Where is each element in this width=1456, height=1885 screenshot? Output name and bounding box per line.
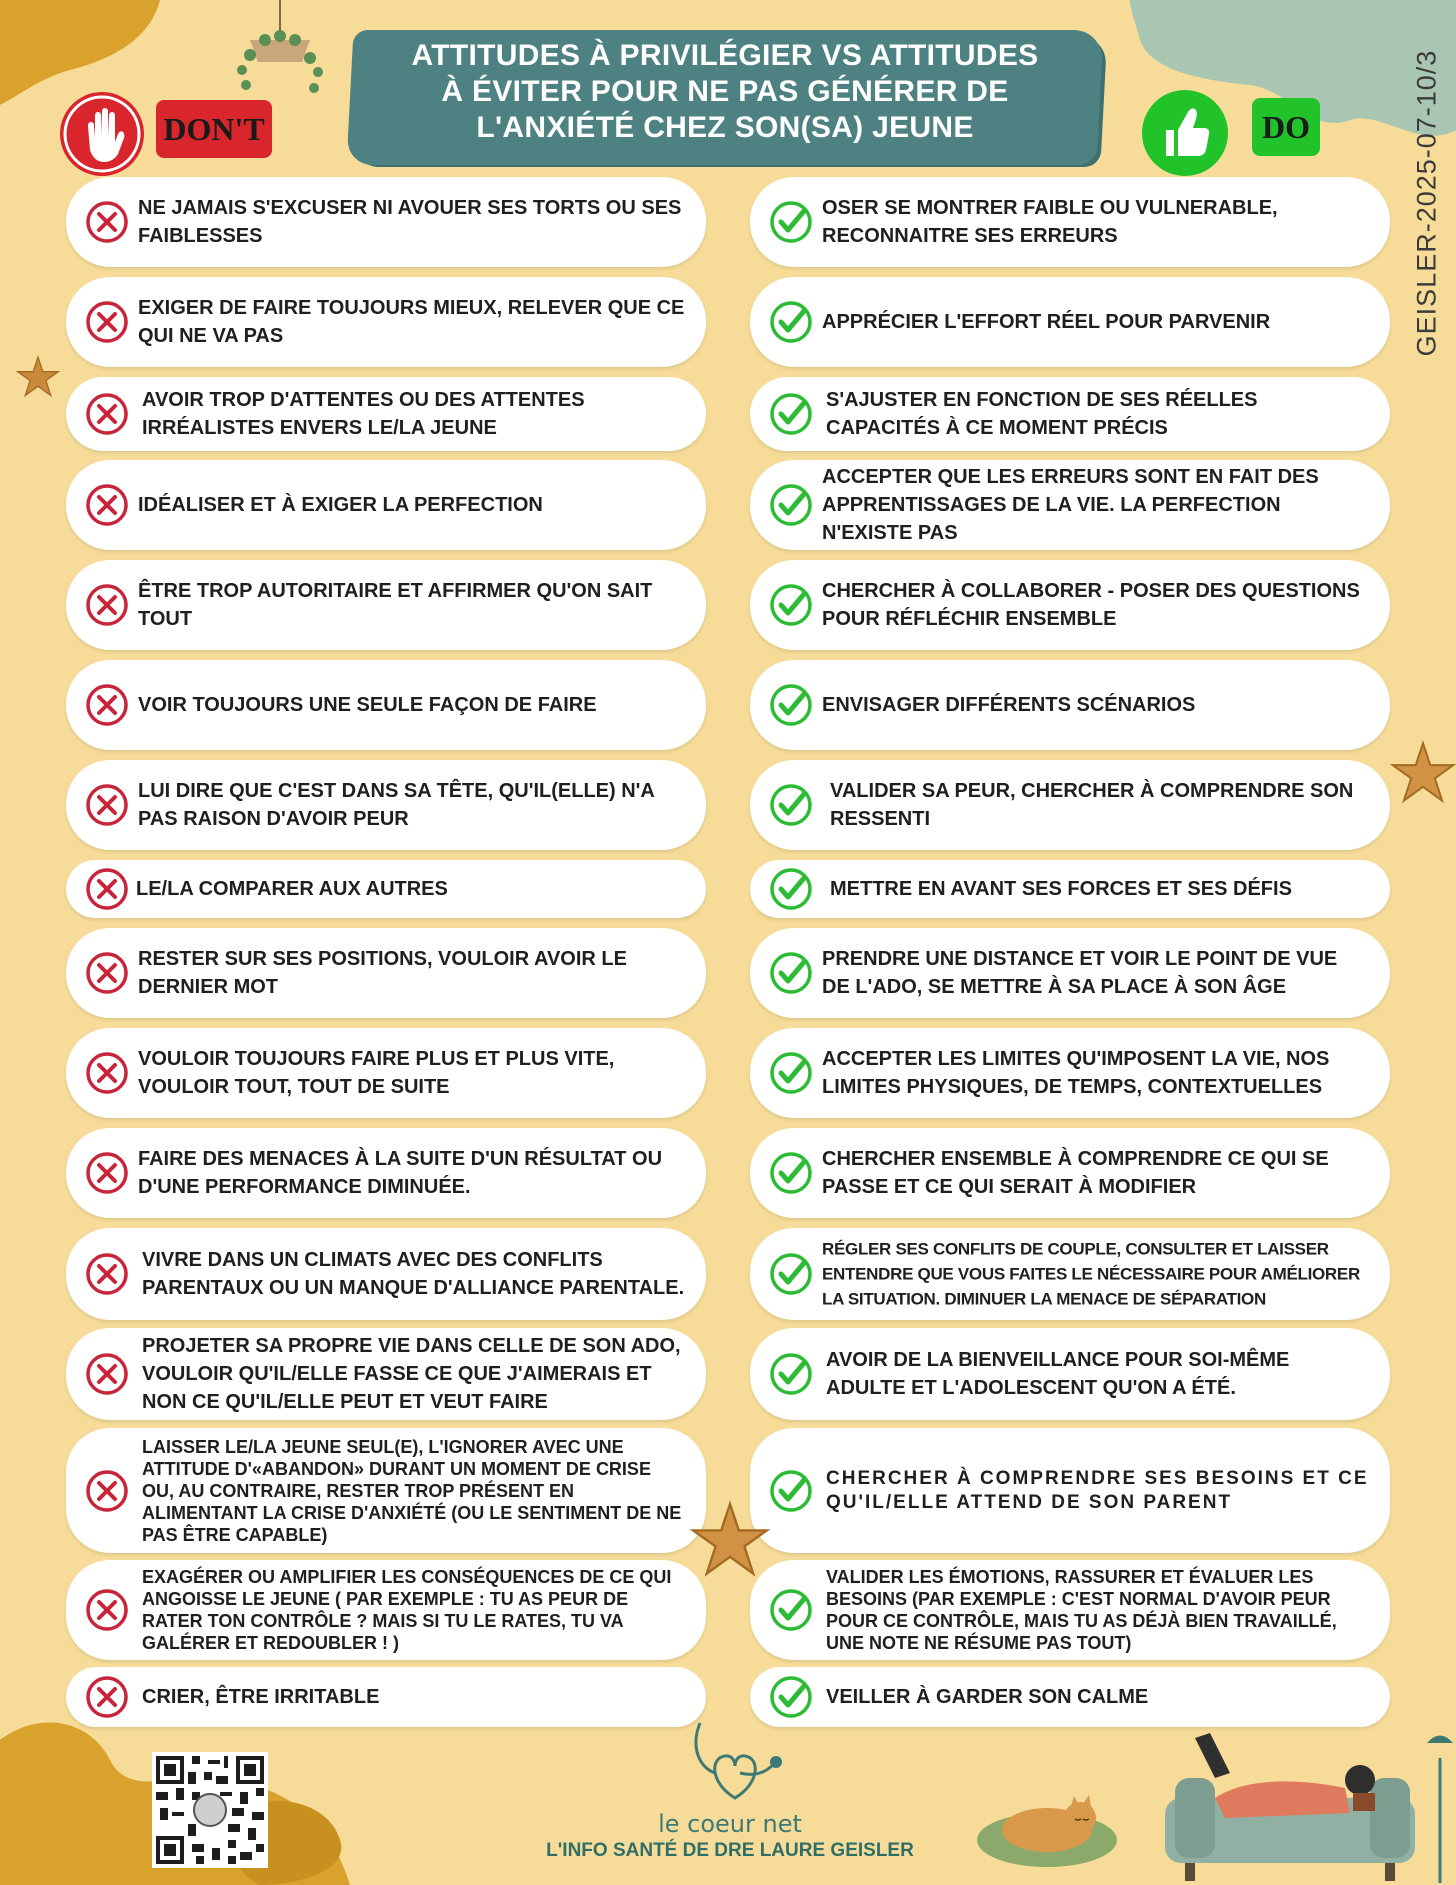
title-line-1: ATTITUDES À PRIVILÉGIER VS ATTITUDES: [411, 39, 1039, 72]
do-item-text: RÉGLER SES CONFLITS DE COUPLE, CONSULTER ET LAISSER ENTENDRE QUE VOUS FAITES LE NÉCESSAIRE POUR AMÉLIORER LA SITUATION. DIMINUER LA MENACE DE SÉPARATION: [822, 1239, 1360, 1309]
title-line-3: L'ANXIÉTÉ CHEZ SON(SA) JEUNE: [476, 111, 974, 144]
do-item: [750, 928, 1390, 1018]
check-circle-icon: [768, 1251, 814, 1297]
do-item-text: CHERCHER ENSEMBLE À COMPRENDRE CE QUI SE PASSE ET CE QUI SERAIT À MODIFIER: [822, 1148, 1329, 1198]
x-circle-icon: [84, 1468, 130, 1514]
dont-item-text: FAIRE DES MENACES À LA SUITE D'UN RÉSULTAT OU D'UNE PERFORMANCE DIMINUÉE.: [138, 1148, 663, 1198]
dont-item-text: VIVRE DANS UN CLIMATS AVEC DES CONFLITS PARENTAUX OU UN MANQUE D'ALLIANCE PARENTALE.: [142, 1249, 685, 1299]
dont-item-text: EXIGER DE FAIRE TOUJOURS MIEUX, RELEVER QUE CE QUI NE VA PAS: [138, 297, 685, 347]
do-item: [750, 277, 1390, 367]
x-circle-icon: [84, 682, 130, 728]
dont-item-text: VOIR TOUJOURS UNE SEULE FAÇON DE FAIRE: [138, 694, 597, 716]
x-circle-icon: [84, 1150, 130, 1196]
dont-item-text: RESTER SUR SES POSITIONS, VOULOIR AVOIR LE DERNIER MOT: [138, 948, 627, 998]
dont-item-text: LUI DIRE QUE C'EST DANS SA TÊTE, QU'IL(ELLE) N'A PAS RAISON D'AVOIR PEUR: [138, 780, 655, 830]
do-item: [750, 760, 1390, 850]
dont-item-text: NE JAMAIS S'EXCUSER NI AVOUER SES TORTS OU SES FAIBLESSES: [138, 197, 682, 247]
x-circle-icon: [84, 1674, 130, 1720]
page-title: [360, 38, 1090, 146]
do-item: [750, 560, 1390, 650]
do-item-text: ACCEPTER QUE LES ERREURS SONT EN FAIT DES APPRENTISSAGES DE LA VIE. LA PERFECTION N'EXISTE PAS: [822, 466, 1319, 544]
dont-item-text: LAISSER LE/LA JEUNE SEUL(E), L'IGNORER AVEC UNE ATTITUDE D'«ABANDON» DURANT UN MOMENT DE CRISE OU, AU CONTRAIRE, RESTER TROP PRÉSENT EN ALIMENTANT LA CRISE D'ANXIÉTÉ (OU LE SENTIMENT DE NE PAS ÊTRE CAPABLE): [142, 1436, 682, 1545]
dont-item: [66, 660, 706, 750]
do-item-text: OSER SE MONTRER FAIBLE OU VULNERABLE, RECONNAITRE SES ERREURS: [822, 197, 1278, 247]
stethoscope-heart-icon: [680, 1718, 790, 1813]
do-item-text: VEILLER À GARDER SON CALME: [826, 1686, 1149, 1708]
x-circle-icon: [84, 866, 130, 912]
starfish-icon: [1390, 740, 1456, 806]
side-reference-text: GEISLER-2025-07-10/3: [1411, 49, 1442, 357]
couch-reader-illustration: [1155, 1718, 1455, 1885]
do-item-text: S'AJUSTER EN FONCTION DE SES RÉELLES CAPACITÉS À CE MOMENT PRÉCIS: [826, 389, 1258, 439]
x-circle-icon: [84, 1587, 130, 1633]
dont-item: [66, 1560, 706, 1660]
x-circle-icon: [84, 782, 130, 828]
footer-brand: [530, 1810, 930, 1862]
dont-item: [66, 177, 706, 267]
starfish-icon: [690, 1500, 770, 1580]
x-circle-icon: [84, 950, 130, 996]
side-reference: [1404, 48, 1450, 358]
check-circle-icon: [768, 1468, 814, 1514]
check-circle-icon: [768, 1587, 814, 1633]
do-item: [750, 377, 1390, 451]
dont-item-text: ÊTRE TROP AUTORITAIRE ET AFFIRMER QU'ON SAIT TOUT: [138, 580, 653, 630]
dont-item: [66, 277, 706, 367]
do-item-text: APPRÉCIER L'EFFORT RÉEL POUR PARVENIR: [822, 311, 1271, 333]
do-item-text: ACCEPTER LES LIMITES QU'IMPOSENT LA VIE, NOS LIMITES PHYSIQUES, DE TEMPS, CONTEXTUELLES: [822, 1048, 1330, 1098]
x-circle-icon: [84, 1251, 130, 1297]
qr-code-icon: [152, 1752, 268, 1868]
x-circle-icon: [84, 1050, 130, 1096]
stop-hand-icon: [58, 90, 146, 178]
do-item-text: VALIDER SA PEUR, CHERCHER À COMPRENDRE SON RESSENTI: [830, 780, 1354, 830]
dont-item-text: EXAGÉRER OU AMPLIFIER LES CONSÉQUENCES DE CE QUI ANGOISSE LE JEUNE ( PAR EXEMPLE : TU AS PEUR DE RATER TON CONTRÔLE ? MAIS SI TU LE RATES, TU VA GALÉRER ET REDOUBLER ! ): [142, 1567, 672, 1653]
dont-item: [66, 760, 706, 850]
dont-item: [66, 460, 706, 550]
x-circle-icon: [84, 391, 130, 437]
do-item: [750, 1228, 1390, 1320]
do-item-text: VALIDER LES ÉMOTIONS, RASSURER ET ÉVALUER LES BESOINS (PAR EXEMPLE : C'EST NORMAL D'AVOIR PEUR POUR CE CONTRÔLE, MAIS TU AS DÉJÀ BIEN TRAVAILLÉ, UNE NOTE NE RÉSUME PAS TOUT): [826, 1567, 1337, 1653]
dont-item-text: CRIER, ÊTRE IRRITABLE: [142, 1686, 380, 1708]
do-item-text: METTRE EN AVANT SES FORCES ET SES DÉFIS: [830, 878, 1292, 900]
x-circle-icon: [84, 199, 130, 245]
starfish-icon: [16, 355, 60, 399]
check-circle-icon: [768, 482, 814, 528]
dont-item: [66, 860, 706, 918]
do-item-text: AVOIR DE LA BIENVEILLANCE POUR SOI-MÊME ADULTE ET L'ADOLESCENT QU'ON A ÉTÉ.: [826, 1349, 1290, 1399]
do-item: [750, 1028, 1390, 1118]
hanging-plant: [220, 0, 340, 115]
dont-item-text: PROJETER SA PROPRE VIE DANS CELLE DE SON ADO, VOULOIR QU'IL/ELLE FASSE CE QUE J'AIMERAIS ET NON CE QU'IL/ELLE PEUT ET VEUT FAIRE: [142, 1335, 681, 1413]
thumbs-up-icon: [1140, 88, 1230, 178]
check-circle-icon: [768, 391, 814, 437]
sleeping-cat-icon: [975, 1780, 1120, 1870]
title-line-2: À ÉVITER POUR NE PAS GÉNÉRER DE: [441, 75, 1009, 108]
check-circle-icon: [768, 199, 814, 245]
dont-item: [66, 377, 706, 451]
dont-item: [66, 928, 706, 1018]
check-circle-icon: [768, 582, 814, 628]
check-circle-icon: [768, 299, 814, 345]
check-circle-icon: [768, 782, 814, 828]
dont-item: [66, 1028, 706, 1118]
check-circle-icon: [768, 950, 814, 996]
do-item: [750, 1128, 1390, 1218]
check-circle-icon: [768, 1050, 814, 1096]
brand-tagline: L'INFO SANTÉ DE DRE LAURE GEISLER: [546, 1840, 914, 1861]
dont-label: DON'T: [156, 100, 272, 158]
dont-item: [66, 1667, 706, 1727]
do-item: [750, 660, 1390, 750]
x-circle-icon: [84, 1351, 130, 1397]
dont-item: [66, 1228, 706, 1320]
x-circle-icon: [84, 582, 130, 628]
do-item: [750, 1428, 1390, 1553]
do-item: [750, 860, 1390, 918]
dont-item-text: LE/LA COMPARER AUX AUTRES: [136, 878, 448, 900]
do-item: [750, 1328, 1390, 1420]
check-circle-icon: [768, 1351, 814, 1397]
dont-item: [66, 560, 706, 650]
do-item: [750, 177, 1390, 267]
do-item-text: CHERCHER À COMPRENDRE SES BESOINS ET CE QU'IL/ELLE ATTEND DE SON PARENT: [826, 1467, 1369, 1513]
check-circle-icon: [768, 682, 814, 728]
check-circle-icon: [768, 866, 814, 912]
do-label: DO: [1252, 98, 1320, 156]
do-item-text: PRENDRE UNE DISTANCE ET VOIR LE POINT DE VUE DE L'ADO, SE METTRE À SA PLACE À SON ÂGE: [822, 948, 1338, 998]
dont-item-text: IDÉALISER ET À EXIGER LA PERFECTION: [138, 494, 543, 516]
dont-item: [66, 1428, 706, 1553]
brand-name: le coeur net: [658, 1810, 802, 1838]
do-item: [750, 1560, 1390, 1660]
do-item: [750, 460, 1390, 550]
do-item-text: CHERCHER À COLLABORER - POSER DES QUESTIONS POUR RÉFLÉCHIR ENSEMBLE: [822, 580, 1360, 630]
x-circle-icon: [84, 482, 130, 528]
dont-item: [66, 1328, 706, 1420]
check-circle-icon: [768, 1150, 814, 1196]
do-item-text: ENVISAGER DIFFÉRENTS SCÉNARIOS: [822, 694, 1196, 716]
dont-item-text: AVOIR TROP D'ATTENTES OU DES ATTENTES IRRÉALISTES ENVERS LE/LA JEUNE: [142, 389, 585, 439]
dont-item-text: VOULOIR TOUJOURS FAIRE PLUS ET PLUS VITE, VOULOIR TOUT, TOUT DE SUITE: [138, 1048, 615, 1098]
dont-item: [66, 1128, 706, 1218]
check-circle-icon: [768, 1674, 814, 1720]
x-circle-icon: [84, 299, 130, 345]
